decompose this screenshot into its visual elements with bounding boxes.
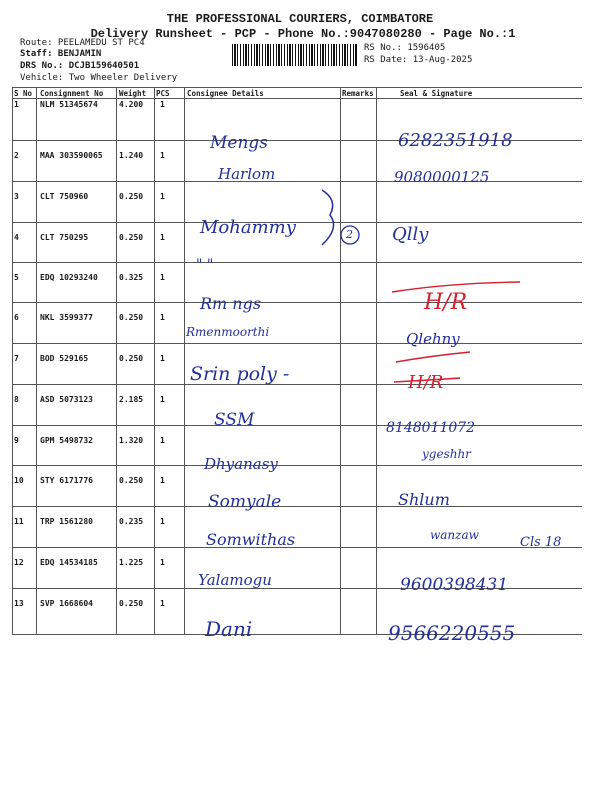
pcs-cell: 1 xyxy=(160,233,165,242)
weight-cell: 0.250 xyxy=(119,313,144,322)
consignment-cell: EDQ 14534185 xyxy=(40,558,98,567)
consignee-handwriting: Harlom xyxy=(218,165,276,183)
vehicle-label: Vehicle: Two Wheeler Delivery xyxy=(20,73,178,83)
weight-cell: 1.225 xyxy=(119,558,144,567)
signature-handwriting: Shlum xyxy=(398,490,450,509)
consignment-cell: BOD 529165 xyxy=(40,354,89,363)
consignee-handwriting: Somyale xyxy=(208,492,282,512)
sno-cell: 5 xyxy=(14,273,19,282)
sno-cell: 11 xyxy=(14,517,24,526)
consignee-handwriting: Rmenmoorthi xyxy=(186,325,270,339)
signature-handwriting: H/R xyxy=(408,372,444,393)
company-title: THE PROFESSIONAL COURIERS, COIMBATORE xyxy=(166,12,434,26)
weight-cell: 1.240 xyxy=(119,151,144,160)
consignee-handwriting: Mengs xyxy=(210,133,269,153)
weight-cell: 0.250 xyxy=(119,192,144,201)
sno-cell: 8 xyxy=(14,395,19,404)
pcs-cell: 1 xyxy=(160,151,165,160)
consignee-handwriting: Srin poly - xyxy=(190,363,290,385)
row-divider xyxy=(12,547,582,548)
consignment-cell: GPM 5498732 xyxy=(40,436,93,445)
consignment-cell: TRP 1561280 xyxy=(40,517,93,526)
signature-handwriting: 6282351918 xyxy=(398,130,513,151)
signature-handwriting: 9080000125 xyxy=(394,168,490,186)
sno-cell: 2 xyxy=(14,151,19,160)
row-divider xyxy=(12,343,582,344)
consignee-handwriting: Mohammy xyxy=(200,217,296,238)
pcs-cell: 1 xyxy=(160,558,165,567)
consignee-handwriting: SSM xyxy=(214,410,255,430)
barcode xyxy=(232,44,358,66)
signature-handwriting: 8148011072 xyxy=(386,420,476,436)
consignee-handwriting: Yalamogu xyxy=(198,571,272,589)
signature-handwriting: 9600398431 xyxy=(400,575,509,595)
sno-cell: 6 xyxy=(14,313,19,322)
pcs-cell: 1 xyxy=(160,273,165,282)
col-line xyxy=(36,88,37,634)
consignment-cell: STY 6171776 xyxy=(40,476,93,485)
table-top-border xyxy=(12,87,582,88)
signature-handwriting: wanzaw xyxy=(430,528,479,542)
extra-handwriting: 2 xyxy=(346,228,353,241)
sno-cell: 7 xyxy=(14,354,19,363)
consignee-handwriting: Rm ngs xyxy=(200,294,262,313)
pcs-cell: 1 xyxy=(160,476,165,485)
consignment-cell: CLT 750960 xyxy=(40,192,89,201)
weight-cell: 2.185 xyxy=(119,395,144,404)
rs-date: RS Date: 13-Aug-2025 xyxy=(364,55,473,65)
row-divider xyxy=(12,465,582,466)
consignment-cell: EDQ 10293240 xyxy=(40,273,98,282)
pcs-cell: 1 xyxy=(160,192,165,201)
header-weight: Weight xyxy=(119,89,147,98)
pcs-cell: 1 xyxy=(160,354,165,363)
header-seal: Seal & Signature xyxy=(400,89,473,98)
pcs-cell: 1 xyxy=(160,436,165,445)
sno-cell: 3 xyxy=(14,192,19,201)
header-consignment: Consignment No xyxy=(40,89,104,98)
header-consignee: Consignee Details xyxy=(187,89,264,98)
row-divider xyxy=(12,302,582,303)
sno-cell: 10 xyxy=(14,476,24,485)
consignment-cell: NLM 51345674 xyxy=(40,100,98,109)
col-line xyxy=(376,88,377,634)
signature-handwriting: ygeshhr xyxy=(422,447,471,461)
consignment-cell: CLT 750295 xyxy=(40,233,89,242)
drs-number: DRS No.: DCJB159640501 xyxy=(20,61,140,71)
consignment-cell: SVP 1668604 xyxy=(40,599,93,608)
consignee-handwriting: Dani xyxy=(205,617,253,641)
rs-number: RS No.: 1596405 xyxy=(364,43,446,53)
route-label: Route: PEELAMEDU ST PC4 xyxy=(20,38,145,48)
weight-cell: 4.200 xyxy=(119,100,144,109)
weight-cell: 0.250 xyxy=(119,354,144,363)
header-divider xyxy=(12,98,582,99)
consignment-cell: ASD 5073123 xyxy=(40,395,93,404)
row-divider xyxy=(12,262,582,263)
col-line xyxy=(12,88,13,634)
pcs-cell: 1 xyxy=(160,599,165,608)
weight-cell: 0.325 xyxy=(119,273,144,282)
weight-cell: 0.250 xyxy=(119,233,144,242)
sno-cell: 1 xyxy=(14,100,19,109)
signature-handwriting: Qlly xyxy=(392,224,429,245)
header-remarks: Remarks xyxy=(342,89,374,98)
consignment-cell: NKL 3599377 xyxy=(40,313,93,322)
sno-cell: 13 xyxy=(14,599,24,608)
pcs-cell: 1 xyxy=(160,395,165,404)
header-pcs: PCS xyxy=(156,89,170,98)
row-divider xyxy=(12,506,582,507)
consignment-cell: MAA 303590065 xyxy=(40,151,103,160)
row-divider xyxy=(12,181,582,182)
header-sno: S No xyxy=(14,89,33,98)
col-line xyxy=(116,88,117,634)
sno-cell: 9 xyxy=(14,436,19,445)
row-divider xyxy=(12,425,582,426)
signature-handwriting: H/R xyxy=(424,290,468,315)
consignee-handwriting: " " xyxy=(196,257,214,273)
pcs-cell: 1 xyxy=(160,100,165,109)
brace-mark xyxy=(322,190,334,245)
staff-label: Staff: BENJAMIN xyxy=(20,49,102,59)
weight-cell: 0.235 xyxy=(119,517,144,526)
signature-handwriting: Qlehny xyxy=(406,330,460,348)
red-stroke xyxy=(396,352,470,362)
extra-handwriting: Cls 18 xyxy=(520,535,562,550)
runsheet-subtitle: Delivery Runsheet - PCP - Phone No.:9047080280 - Page No.:1 xyxy=(90,27,516,41)
consignee-handwriting: Dhyanasy xyxy=(204,455,278,473)
col-line xyxy=(154,88,155,634)
weight-cell: 0.250 xyxy=(119,599,144,608)
sno-cell: 12 xyxy=(14,558,24,567)
consignee-handwriting: Somwithas xyxy=(206,530,296,549)
row-divider xyxy=(12,384,582,385)
pcs-cell: 1 xyxy=(160,313,165,322)
col-line xyxy=(340,88,341,634)
col-line xyxy=(184,88,185,634)
signature-handwriting: 9566220555 xyxy=(388,621,516,645)
sno-cell: 4 xyxy=(14,233,19,242)
row-divider xyxy=(12,222,582,223)
weight-cell: 1.320 xyxy=(119,436,144,445)
pcs-cell: 1 xyxy=(160,517,165,526)
weight-cell: 0.250 xyxy=(119,476,144,485)
